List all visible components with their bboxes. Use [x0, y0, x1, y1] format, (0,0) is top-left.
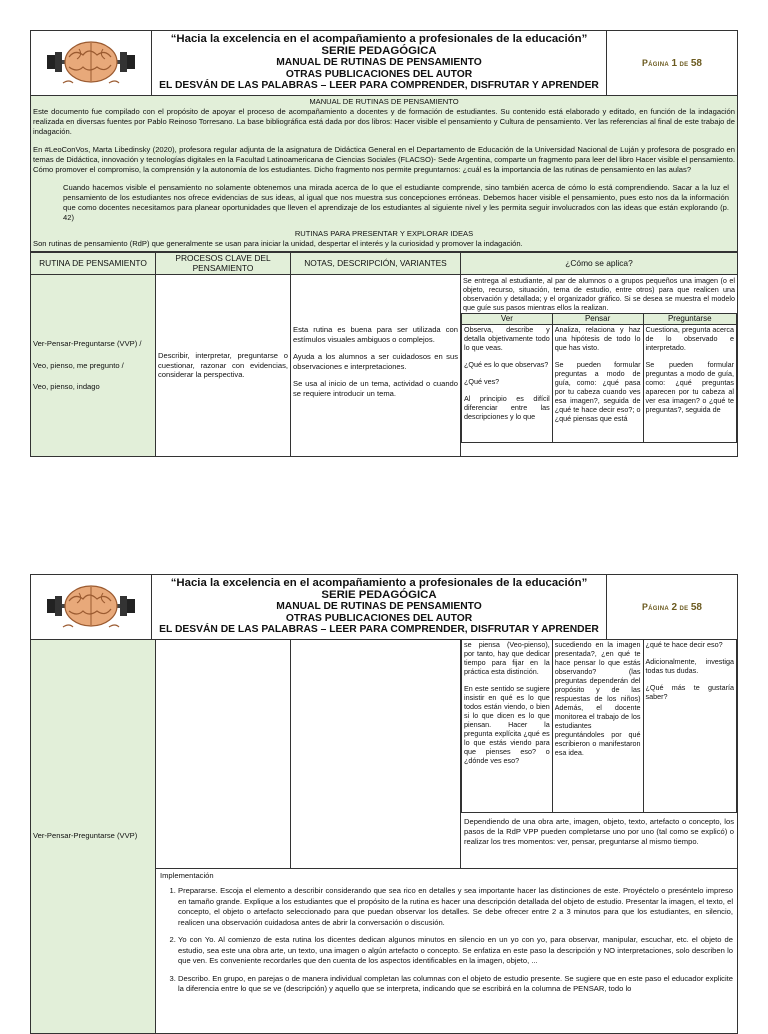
col-header-notes: NOTAS, DESCRIPCIÓN, VARIANTES [291, 253, 461, 275]
implementation-step: 1. Prepararse. Escoja el elemento a describir considerando que sea rico en detalles y sea importante hacer las distinciones de este. Proyéctelo o preséntelo impreso en tamaño grande. Explique a los estudiantes que el propósito de la rutina es hacer una descripción detallada del objeto de estudio. Presentar la imagen, el texto, el concepto, el objeto o artefacto seleccionado para que puedan observar los detalles. Se debe ofrecer entre 2 a 3 minutos para que los estudiantes, en silencio, realicen una observación cuidadosa antes de abrir la conversación o discusión. [178, 886, 733, 928]
document-page-2 [30, 574, 738, 1034]
header-line1: “Hacia la excelencia en el acompañamiento a profesionales de la educación” [170, 33, 588, 46]
sub-header-pensar: Pensar [552, 314, 643, 325]
header-line3: MANUAL DE RUTINAS DE PENSAMIENTO [276, 57, 482, 69]
col-header-apply: ¿Cómo se aplica? [461, 253, 738, 275]
sub-header-preguntarse: Preguntarse [643, 314, 737, 325]
routines-table-continued [30, 640, 738, 1034]
routine-name-cell: Ver-Pensar-Preguntarse (VVP) [31, 640, 156, 1033]
header-line1: “Hacia la excelencia en el acompañamiento a profesionales de la educación” [170, 577, 588, 590]
processes-cell: Describir, interpretar, preguntarse o cuestionar, razonar con evidencias, considerar la perspectiva. [156, 275, 291, 457]
apply-cell [461, 640, 738, 868]
ver-column: se piensa (Veo-pienso), por tanto, hay que dedicar tiempo para fijar en la práctica esta distinción. En este sentido se sugiere insistir en qué es lo que todos están viendo, o bien si lo que dicen es lo que piensan. Hacer la pregunta explícita ¿qué es lo que estás viendo para que pienses eso? o ¿dónde ves eso? [462, 640, 553, 812]
routine-name-cell: Ver-Pensar-Preguntarse (VVP) / Veo, pienso, me pregunto / Veo, pienso, indago [31, 275, 156, 457]
document-page-1 [30, 30, 738, 457]
page-number: Página 1 de 58 [607, 31, 738, 96]
brain-with-dumbbell-logo-icon [43, 577, 139, 633]
implementation-step: 3. Describo. En grupo, en parejas o de manera individual completan las columnas con el objeto de estudio presente. Se sugiere que en este paso el educador explicite la diferencia entre lo que se ve (descripción) y aquello que se interpreta, indicando que se escribirá en la columna de PENSAR, todo lo [178, 974, 733, 995]
page-header [30, 574, 738, 640]
intro-paragraph-2: En #LeoConVos, Marta Libedinsky (2020), profesora regular adjunta de la asignatura de Didáctica General en el Departamento de Educación de la Universidad Nacional de Luján y profesora de posgrado en temas de Didáctica, innovación y tecnologías digitales en la Facultad Latinoamericana de Ciencias Sociales (FLACSO)- Sede Argentina, comparte un fragmento para leer del libro Hacer visible el pensamiento. Cómo promover el compromiso, la comprensión y la autonomía de los estudiantes. Dicho fragmento nos permite preguntarnos: ¿cuál es la importancia de las rutinas de pensamiento en las aulas? [33, 145, 735, 174]
intro-title: MANUAL DE RUTINAS DE PENSAMIENTO [309, 97, 459, 106]
implementation-steps [160, 886, 733, 995]
col-header-routine: RUTINA DE PENSAMIENTO [31, 253, 156, 275]
header-title-block [152, 31, 607, 96]
apply-intro: Se entrega al estudiante, al par de alumnos o a grupos pequeños una imagen (o el objeto, recurso, situación, tema de estudio, entre otros) para que realicen una observación y detallada; y el organizador gráfico. Si se desea se muestra el modelo que guíe sus pasos mientras ellos la realizan. [463, 276, 735, 313]
implementation-step: 2. Yo con Yo. Al comienzo de esta rutina los dicentes dedican algunos minutos en silencio en un yo con yo, para observar, manipular, escuchar, etc. el objeto de estudio, sea este una obra arte, un texto, una imagen o algún artefacto o concepto. Se enfatiza en este paso la descripción y NO interpretaciones, solo describen lo que ven. Es conveniente recordarles que den cuenta de los aspectos identificables en la imagen, objeto, ... [178, 935, 733, 967]
vpp-subtable [461, 313, 737, 443]
section-title: RUTINAS PARA PRESENTAR Y EXPLORAR IDEAS [294, 229, 474, 238]
header-line4: OTRAS PUBLICACIONES DEL AUTOR [285, 68, 473, 80]
page-header [30, 30, 738, 96]
header-title-block [152, 575, 607, 640]
page-number: Página 2 de 58 [607, 575, 738, 640]
preguntarse-column: ¿qué te hace decir eso? Adicionalmente, investiga todas tus dudas. ¿Qué más te gustaría saber? [643, 640, 737, 812]
intro-quote: Cuando hacemos visible el pensamiento no solamente obtenemos una mirada acerca de lo que el estudiante comprende, sino también acerca de cómo lo está comprendiendo. Sacar a la luz el pensamiento de los estudiantes nos ofrece evidencias de sus ideas, al igual que nos muestra sus concepciones erróneas. Debemos hacer visible el pensamiento, pues esto nos da la información que como docentes necesitamos para planear oportunidades que lleven el aprendizaje de los estudiantes al siguiente nivel y les permita seguir involucrados con las ideas que están explorando (p. 42) [63, 183, 729, 222]
processes-cell-empty [156, 640, 291, 868]
intro-section [30, 96, 738, 252]
routines-table [30, 252, 738, 457]
pensar-column: Analiza, relaciona y haz una hipótesis de todo lo que has visto. Se pueden formular preguntas a modo de guía, como: ¿qué pasa por tu cabeza cuando ves esa imagen?, seguida de ¿qué te hace decir eso?; o ¿qué piensas que está [552, 324, 643, 442]
notes-cell-empty [291, 640, 461, 868]
vpp-subtable-continued [461, 640, 737, 813]
apply-after: Dependiendo de una obra arte, imagen, objeto, texto, artefacto o concepto, los pasos de la RdP VPP pueden completarse uno por uno (tal como se explicó) o realizar los tres momentos: ver, pensar, preguntarse al mismo tiempo. [464, 816, 734, 846]
brain-with-dumbbell-logo-icon [43, 33, 139, 89]
col-header-processes: PROCESOS CLAVE DEL PENSAMIENTO [156, 253, 291, 275]
sub-header-ver: Ver [462, 314, 553, 325]
apply-cell [461, 275, 738, 457]
section-description: Son rutinas de pensamiento (RdP) que generalmente se usan para iniciar la unidad, despertar el interés y la curiosidad y promover la indagación. [33, 239, 523, 248]
header-logo-cell [31, 575, 152, 640]
header-line3: MANUAL DE RUTINAS DE PENSAMIENTO [276, 601, 482, 613]
header-line2: SERIE PEDAGÓGICA [321, 588, 437, 601]
ver-column: Observa, describe y detalla objetivamente todo lo que veas. ¿Qué es lo que observas? ¿Qué ves? Al principio es difícil diferenciar entre las descripciones y lo que [462, 324, 553, 442]
header-line5: EL DESVÁN DE LAS PALABRAS – LEER PARA COMPRENDER, DISFRUTAR Y APRENDER [159, 80, 599, 92]
implementation-cell [156, 868, 738, 1033]
header-line2: SERIE PEDAGÓGICA [321, 44, 437, 57]
header-line5: EL DESVÁN DE LAS PALABRAS – LEER PARA COMPRENDER, DISFRUTAR Y APRENDER [159, 624, 599, 636]
header-line4: OTRAS PUBLICACIONES DEL AUTOR [285, 612, 473, 624]
notes-cell: Esta rutina es buena para ser utilizada con estímulos visuales ambiguos o complejos. Ayuda a los alumnos a ser cuidadosos en sus observaciones e interpretaciones. Se usa al inicio de un tema, actividad o cuando se requiere introducir un tema. [291, 275, 461, 457]
header-logo-cell [31, 31, 152, 96]
pensar-column: sucediendo en la imagen presentada?, ¿en qué te hace pensar lo que estás observando? (las preguntas dependerán del propósito y de las respuestas de los niños) Además, el docente monitorea el trabajo de los estudiantes preguntándoles por qué escribieron o manifestaron esa idea. [552, 640, 643, 812]
intro-paragraph-1: Este documento fue compilado con el propósito de apoyar el proceso de acompañamiento a docentes y de formación de estudiantes. Su contenido está elaborado y editado, en función de la indagación realizada en diversas fuentes por Pablo Reinoso Torresano. La base bibliográfica está dada por dos libros: Hacer visible el pensamiento y Cultura de pensamiento. Ver las referencias al final de este trabajo de indagación. [33, 107, 735, 136]
implementation-title: Implementación [160, 870, 214, 880]
preguntarse-column: Cuestiona, pregunta acerca de lo observado e interpretado. Se pueden formular preguntas a modo de guía, como: ¿qué preguntas aparecen por tu cabeza al ver esa imagen? o ¿qué te preguntas?, seguida de [643, 324, 737, 442]
